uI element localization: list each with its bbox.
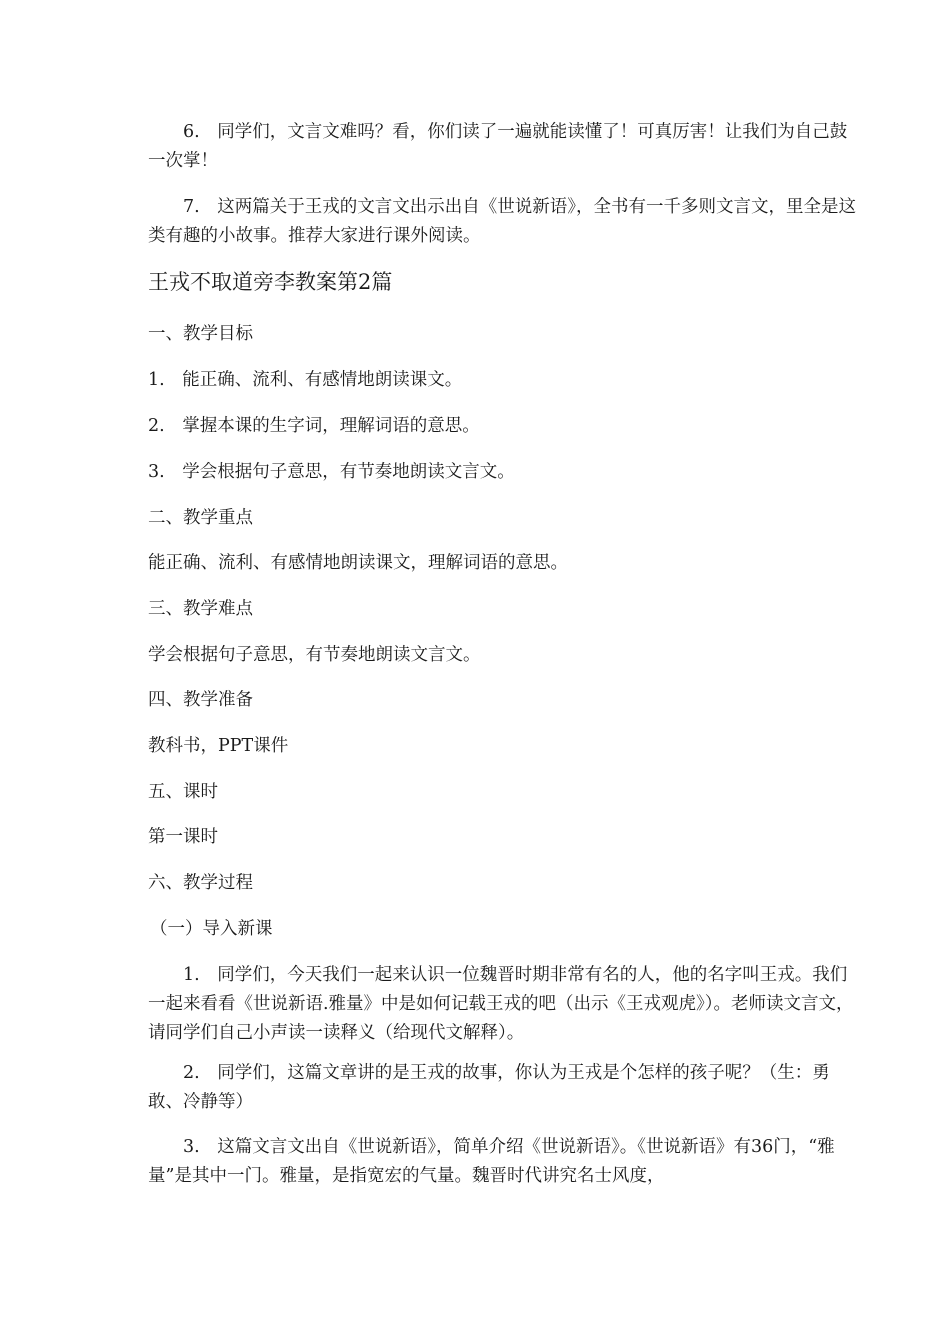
process-heading: 六、教学过程 [148, 873, 253, 893]
objectives-heading: 一、教学目标 [148, 324, 253, 344]
intro-paragraph-2: 2. 同学们，这篇文章讲的是王戎的故事，你认为王戎是个怎样的孩子呢？（生：勇敢、冷静等） [148, 1063, 830, 1112]
objective-item-3: 3. 学会根据句子意思，有节奏地朗读文言文。 [148, 462, 515, 482]
section-title: 王戎不取道旁李教案第2篇 [148, 270, 393, 294]
intro-heading: （一）导入新课 [150, 919, 273, 939]
key-points-heading: 二、教学重点 [148, 508, 253, 528]
paragraph-6: 6. 同学们，文言文难吗？看，你们读了一遍就能读懂了！可真厉害！让我们为自己鼓一次掌！ [148, 122, 848, 171]
periods-heading: 五、课时 [148, 782, 218, 802]
difficulty-heading: 三、教学难点 [148, 599, 253, 619]
key-points-text: 能正确、流利、有感情地朗读课文，理解词语的意思。 [148, 553, 568, 573]
preparation-heading: 四、教学准备 [148, 690, 253, 710]
preparation-text: 教科书，PPT课件 [148, 736, 289, 756]
objective-item-2: 2. 掌握本课的生字词，理解词语的意思。 [148, 416, 480, 436]
intro-paragraph-1: 1. 同学们，今天我们一起来认识一位魏晋时期非常有名的人，他的名字叫王戎。我们一起来看看《世说新语.雅量》中是如何记载王戎的吧（出示《王戎观虎》）。老师读文言文，请同学们自己小声读一读释义（给现代文解释）。 [148, 965, 854, 1043]
paragraph-7: 7. 这两篇关于王戎的文言文出示出自《世说新语》，全书有一千多则文言文，里全是这类有趣的小故事。推荐大家进行课外阅读。 [148, 197, 856, 246]
periods-text: 第一课时 [148, 827, 218, 847]
intro-paragraph-3: 3. 这篇文言文出自《世说新语》，简单介绍《世说新语》。《世说新语》有36门，“雅量”是其中一门。雅量，是指宽宏的气量。魏晋时代讲究名士风度， [148, 1137, 835, 1186]
objective-item-1: 1. 能正确、流利、有感情地朗读课文。 [148, 370, 463, 390]
difficulty-text: 学会根据句子意思，有节奏地朗读文言文。 [148, 645, 481, 665]
